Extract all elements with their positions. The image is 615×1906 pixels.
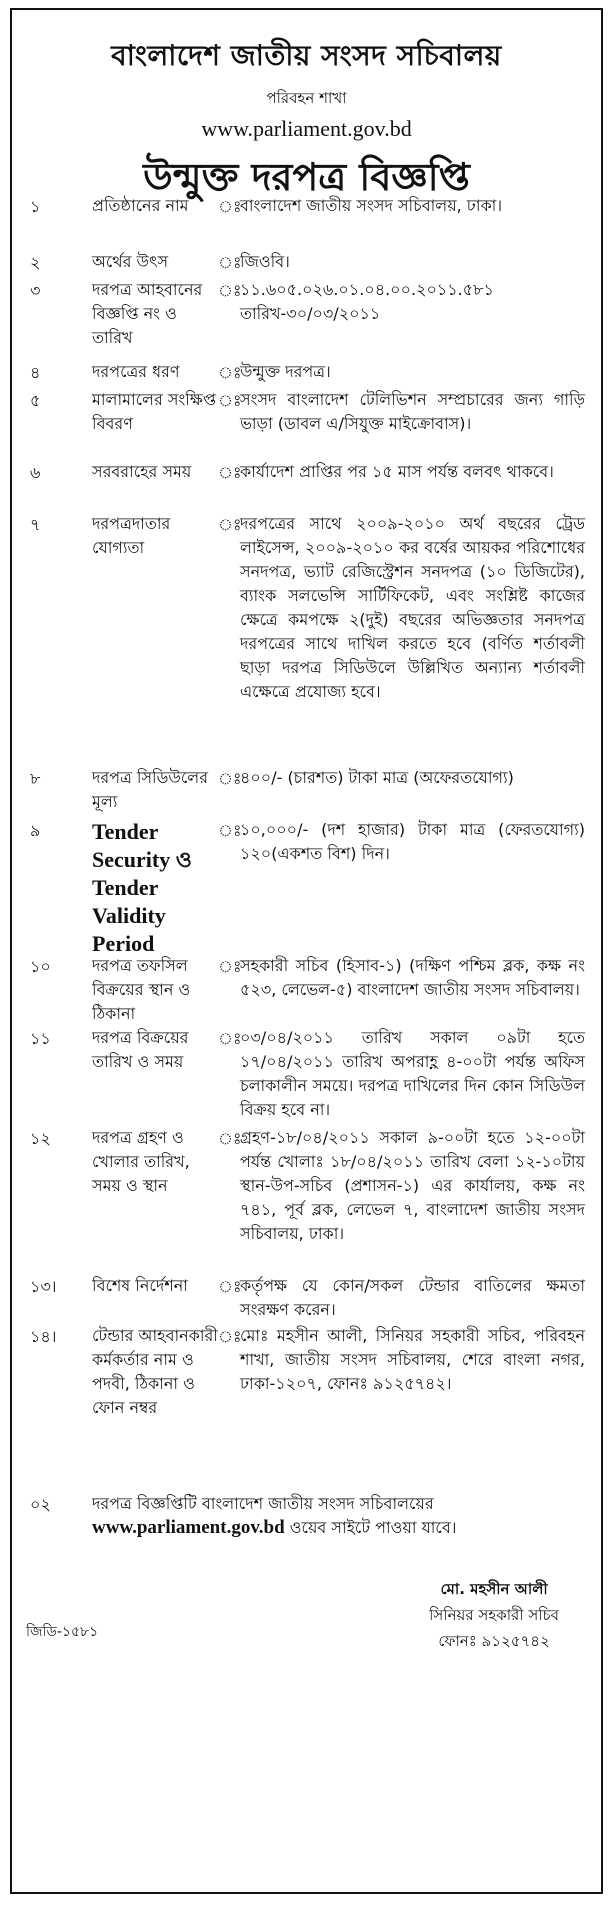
signatory-phone: ফোনঃ ৯১২৫৭৪২ [438,1632,550,1650]
serial-number: ৩ [30,281,41,300]
row-label: সরবরাহের সময় [92,462,192,481]
separator: ঃ [218,197,242,216]
row-value: ৪০০/- (চারশত) টাকা মাত্র (অফেরতযোগ্য) [240,768,514,787]
row-label: টেন্ডার আহবানকারী কর্মকর্তার নাম ও পদবী, ঠিকানা ও ফোন নম্বর [92,1326,218,1417]
row-value: কার্যাদেশ প্রাপ্তির পর ১৫ মাস পর্যন্ত বলবৎ থাকবে। [240,462,554,481]
row-label: Tender Security ও Tender Validity Period [92,819,192,956]
footnote-text-before: দরপত্র বিজ্ঞপ্তিটি বাংলাদেশ জাতীয় সংসদ সচিবালয়ের [92,1494,434,1513]
row-label: দরপত্র সিডিউলের মূল্য [92,768,209,811]
serial-number: ২ [30,253,41,272]
footnote [92,1492,585,1540]
row-value: কর্তৃপক্ষ যে কোন/সকল টেন্ডার বাতিলের ক্ষমতা সংরক্ষণ করেন। [240,1276,585,1319]
footnote-number: ০২ [30,1495,51,1514]
notice-title: উন্মুক্ত দরপত্র বিজ্ঞপ্তি [143,155,470,199]
row-value: গ্রহণ-১৮/০৪/২০১১ সকাল ৯-০০টা হতে ১২-০০টা পর্যন্ত খোলাঃ ১৮/০৪/২০১১ তারিখ বেলা ১২-১০টায় স্থান-উপ-সচিব (প্রশাসন-১) এর কার্যালয়, কক্ষ নং ৭৪১, পূর্ব ব্লক, লেভেল ৭, বাংলাদেশ জাতীয় সংসদ সচিবালয়, ঢাকা। [240,1128,585,1243]
serial-number: ৮ [30,769,41,788]
serial-number: ৪ [30,363,41,382]
website-url: www.parliament.gov.bd [201,116,412,141]
separator: ঃ [218,463,242,482]
serial-number: ১১ [30,1029,51,1048]
row-label: দরপত্র তফসিল বিক্রয়ের স্থান ও ঠিকানা [92,956,191,1023]
row-label: দরপত্র আহবানের বিজ্ঞপ্তি নং ও তারিখ [92,280,203,347]
row-value: সহকারী সচিব (হিসাব-১) (দক্ষিণ পশ্চিম ব্লক, কক্ষ নং ৫২৩, লেভেল-৫) বাংলাদেশ জাতীয় সংসদ সচিবালয়। [240,956,585,999]
serial-number: ১৪। [30,1327,57,1346]
row-value: মোঃ মহসীন আলী, সিনিয়র সহকারী সচিব, পরিবহন শাখা, জাতীয় সংসদ সচিবালয়, শেরে বাংলা নগর, ঢাকা-১২০৭, ফোনঃ ৯১২৫৭৪২। [240,1326,585,1393]
separator: ঃ [218,391,242,410]
separator: ঃ [218,1327,242,1346]
row-label: বিশেষ নির্দেশনা [92,1276,188,1295]
row-label: দরপত্রের ধরণ [92,362,180,381]
serial-number: ১ [30,197,41,216]
separator: ঃ [218,253,242,272]
row-value: ১১.৬০৫.০২৬.০১.০৪.০০.২০১১.৫৮১ তারিখ-৩০/০৩/২০১১ [240,280,494,323]
footnote-website: www.parliament.gov.bd [92,1517,285,1538]
separator: ঃ [218,821,242,840]
notice-frame [10,8,603,1894]
serial-number: ১০ [30,957,51,976]
footnote-text-after: ওয়েব সাইটে পাওয়া যাবে। [289,1518,457,1537]
row-label: দরপত্র গ্রহণ ও খোলার তারিখ, সময় ও স্থান [92,1128,190,1195]
signatory-designation: সিনিয়র সহকারী সচিব [429,1606,559,1624]
separator: ঃ [218,957,242,976]
signatory-name: মো. মহসীন আলী [440,1580,548,1598]
row-value: বাংলাদেশ জাতীয় সংসদ সচিবালয়, ঢাকা। [240,196,503,215]
row-value: ১০,০০০/- (দশ হাজার) টাকা মাত্র (ফেরতযোগ্য) ১২০(একশত বিশ) দিন। [240,820,585,863]
separator: ঃ [218,1129,242,1148]
gd-code: জিডি-১৫৮১ [26,1624,99,1640]
serial-number: ৭ [30,515,41,534]
row-value: জিওবি। [240,252,290,271]
row-value: ০৩/০৪/২০১১ তারিখ সকাল ০৯টা হতে ১৭/০৪/২০১১ তারিখ অপরাহ্ণ ৪-০০টা পর্যন্ত অফিস চলাকালীন সময়ে। দরপত্র দাখিলের দিন কোন সিডিউল বিক্রয় হবে না। [240,1028,585,1119]
serial-number: ১২ [30,1129,51,1148]
serial-number: ১৩। [30,1277,57,1296]
row-value: সংসদ বাংলাদেশ টেলিভিশন সম্প্রচারের জন্য গাড়ি ভাড়া (ডাবল এ/সিযুক্ত মাইক্রোবাস)। [240,390,585,433]
row-label: মালামালের সংক্ষিপ্ত বিবরণ [92,390,216,433]
organization-name: বাংলাদেশ জাতীয় সংসদ সচিবালয় [111,39,502,72]
serial-number: ৯ [30,821,41,840]
separator: ঃ [218,1029,242,1048]
row-label: দরপত্র বিক্রয়ের তারিখ ও সময় [92,1028,189,1071]
separator: ঃ [218,769,242,788]
row-label: অর্থের উৎস [92,252,169,271]
notice-header [12,34,601,212]
serial-number: ৬ [30,463,41,482]
serial-number: ৫ [30,391,41,410]
separator: ঃ [218,281,242,300]
branch-name: পরিবহন শাখা [266,89,347,107]
row-label: দরপত্রদাতার যোগ্যতা [92,514,171,557]
row-value: দরপত্রের সাথে ২০০৯-২০১০ অর্থ বছরের ট্রেড লাইসেন্স, ২০০৯-২০১০ কর বর্ষের আয়কর পরিশোধের সনদপত্র, ভ্যাট রেজিস্ট্রেশন সনদপত্র (১০ ডিজিটের), ব্যাংক সলভেন্সি সার্টিফিকেট, এবং সংশ্লিষ্ট কাজের ক্ষেত্রে কমপক্ষে ২(দুই) বছরের অভিজ্ঞতার সনদপত্র দরপত্রের সাথে দাখিল করতে হবে (বর্ণিত শর্তাবলী ছাড়া দরপত্র সিডিউলে উল্লিখিত অন্যান্য শর্তাবলী এক্ষেত্রে প্রযোজ্য হবে। [240,514,585,701]
row-value: উন্মুক্ত দরপত্র। [240,362,331,381]
separator: ঃ [218,1277,242,1296]
separator: ঃ [218,363,242,382]
separator: ঃ [218,515,242,534]
signature-block [429,1576,559,1654]
row-label: প্রতিষ্ঠানের নাম [92,196,189,215]
